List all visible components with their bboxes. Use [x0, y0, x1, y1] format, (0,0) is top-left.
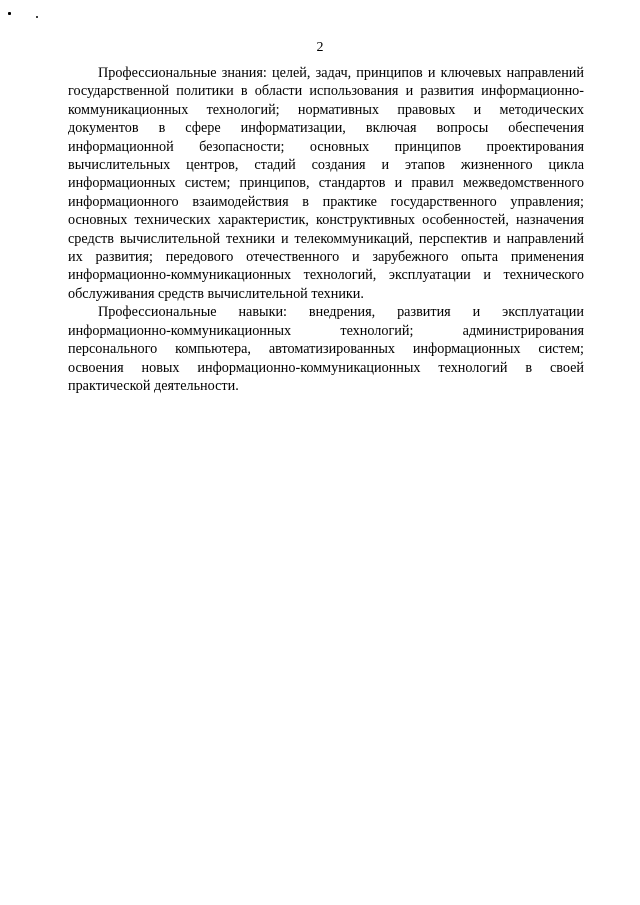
- scan-speck: [36, 16, 38, 18]
- paragraph-professional-knowledge: Профессиональные знания: целей, задач, принципов и ключевых направлений государственной политики в области использования и развития информационно-коммуникационных технологий; нормативных правовых и методических документов в сфере информатизации, включая вопросы обеспечения информационной безопасности; основных принципов проектирования вычислительных центров, стадий создания и этапов жизненного цикла информационных систем; принципов, стандартов и правил межведомственного информационного взаимодействия в практике государственного управления; основных технических характеристик, конструктивных особенностей, назначения средств вычислительной техники и телекоммуникаций, перспектив и направлений их развития; передового отечественного и зарубежного опыта применения информационно-коммуникационных технологий, эксплуатации и технического обслуживания средств вычислительной техники.: [68, 65, 584, 302]
- document-body: [68, 64, 584, 395]
- scan-speck: [8, 12, 11, 15]
- paragraph-professional-skills: Профессиональные навыки: внедрения, развития и эксплуатации информационно-коммуникационных технологий; администрирования персонального компьютера, автоматизированных информационных систем; освоения новых информационно-коммуникационных технологий в своей практической деятельности.: [68, 304, 584, 394]
- page-number: 2: [316, 40, 324, 55]
